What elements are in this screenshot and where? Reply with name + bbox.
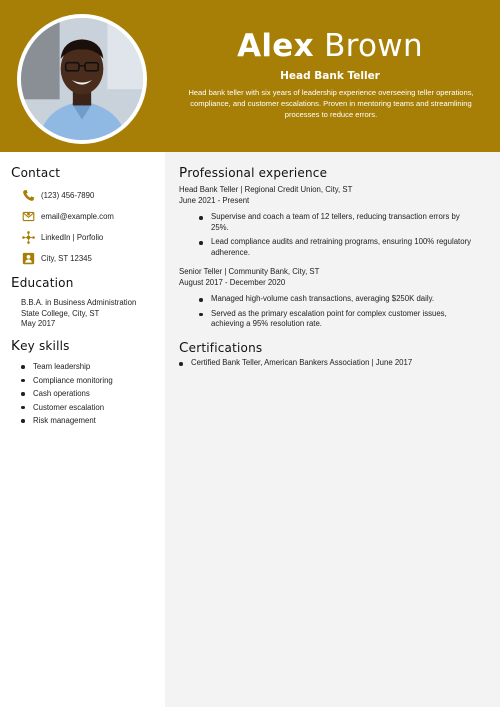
skill-item: Cash operations (21, 387, 113, 401)
contact-location (21, 250, 92, 266)
network-icon (21, 230, 35, 244)
contact-phone (21, 187, 94, 203)
main-content (165, 152, 500, 707)
education-date: May 2017 (21, 319, 56, 328)
job-1-bullet: Lead compliance audits and retraining programs, ensuring 100% regulatory adherence. (199, 237, 479, 258)
first-name: Alex (237, 28, 314, 64)
contact-email (21, 208, 114, 224)
location-badge-icon (21, 251, 35, 265)
job-1-title: Head Bank Teller | Regional Credit Union, City, ST (179, 185, 353, 194)
contact-location-text: City, ST 12345 (41, 253, 92, 263)
candidate-name (160, 26, 500, 66)
education-degree: B.B.A. in Business Administration (21, 298, 137, 307)
phone-icon (21, 188, 35, 202)
education-details (21, 298, 136, 330)
job-2-bullets (199, 294, 479, 334)
job-2-header (179, 267, 319, 288)
contact-heading: Contact (11, 165, 61, 181)
education-heading: Education (11, 275, 74, 291)
contact-links-text[interactable]: LinkedIn | Porfolio (41, 232, 104, 242)
education-school: State College, City, ST (21, 308, 100, 318)
job-2-dates: August 2017 - December 2020 (179, 277, 286, 287)
job-2-bullet: Managed high-volume cash transactions, averaging $250K daily. (199, 294, 479, 305)
email-icon (21, 209, 35, 223)
job-1-dates: June 2021 - Present (179, 195, 250, 205)
certifications-heading: Certifications (179, 340, 263, 356)
skills-heading: Key skills (11, 338, 70, 354)
skill-item: Customer escalation (21, 401, 113, 415)
profile-summary: Head bank teller with six years of leadership experience overseeing teller operations, compliance, and customer escalations. Proven in mentoring teams and streamlining processes to reduce errors. (188, 88, 474, 119)
experience-heading: Professional experience (179, 165, 328, 181)
job-1-bullets (199, 212, 479, 262)
job-title: Head Bank Teller (280, 70, 380, 82)
last-name: Brown (324, 28, 423, 64)
profile-photo (21, 18, 143, 140)
skills-list (21, 360, 113, 428)
skill-item: Team leadership (21, 360, 113, 374)
job-2-bullet: Served as the primary escalation point for complex customer issues, achieving a 95% resolution rate. (199, 309, 479, 330)
certification-item: Certified Bank Teller, American Bankers Association | June 2017 (179, 358, 489, 369)
contact-phone-text: (123) 456-7890 (41, 190, 95, 200)
contact-links (21, 229, 103, 245)
sidebar (0, 152, 165, 707)
skill-item: Compliance monitoring (21, 374, 113, 388)
skill-item: Risk management (21, 414, 113, 428)
header-banner (0, 0, 500, 152)
job-1-bullet: Supervise and coach a team of 12 tellers, reducing transaction errors by 25%. (199, 212, 479, 233)
certifications-list (179, 358, 489, 369)
job-1-header (179, 185, 352, 206)
profile-photo-frame (17, 14, 147, 144)
contact-email-text[interactable]: email@example.com (41, 211, 114, 221)
job-2-title: Senior Teller | Community Bank, City, ST (179, 267, 320, 276)
